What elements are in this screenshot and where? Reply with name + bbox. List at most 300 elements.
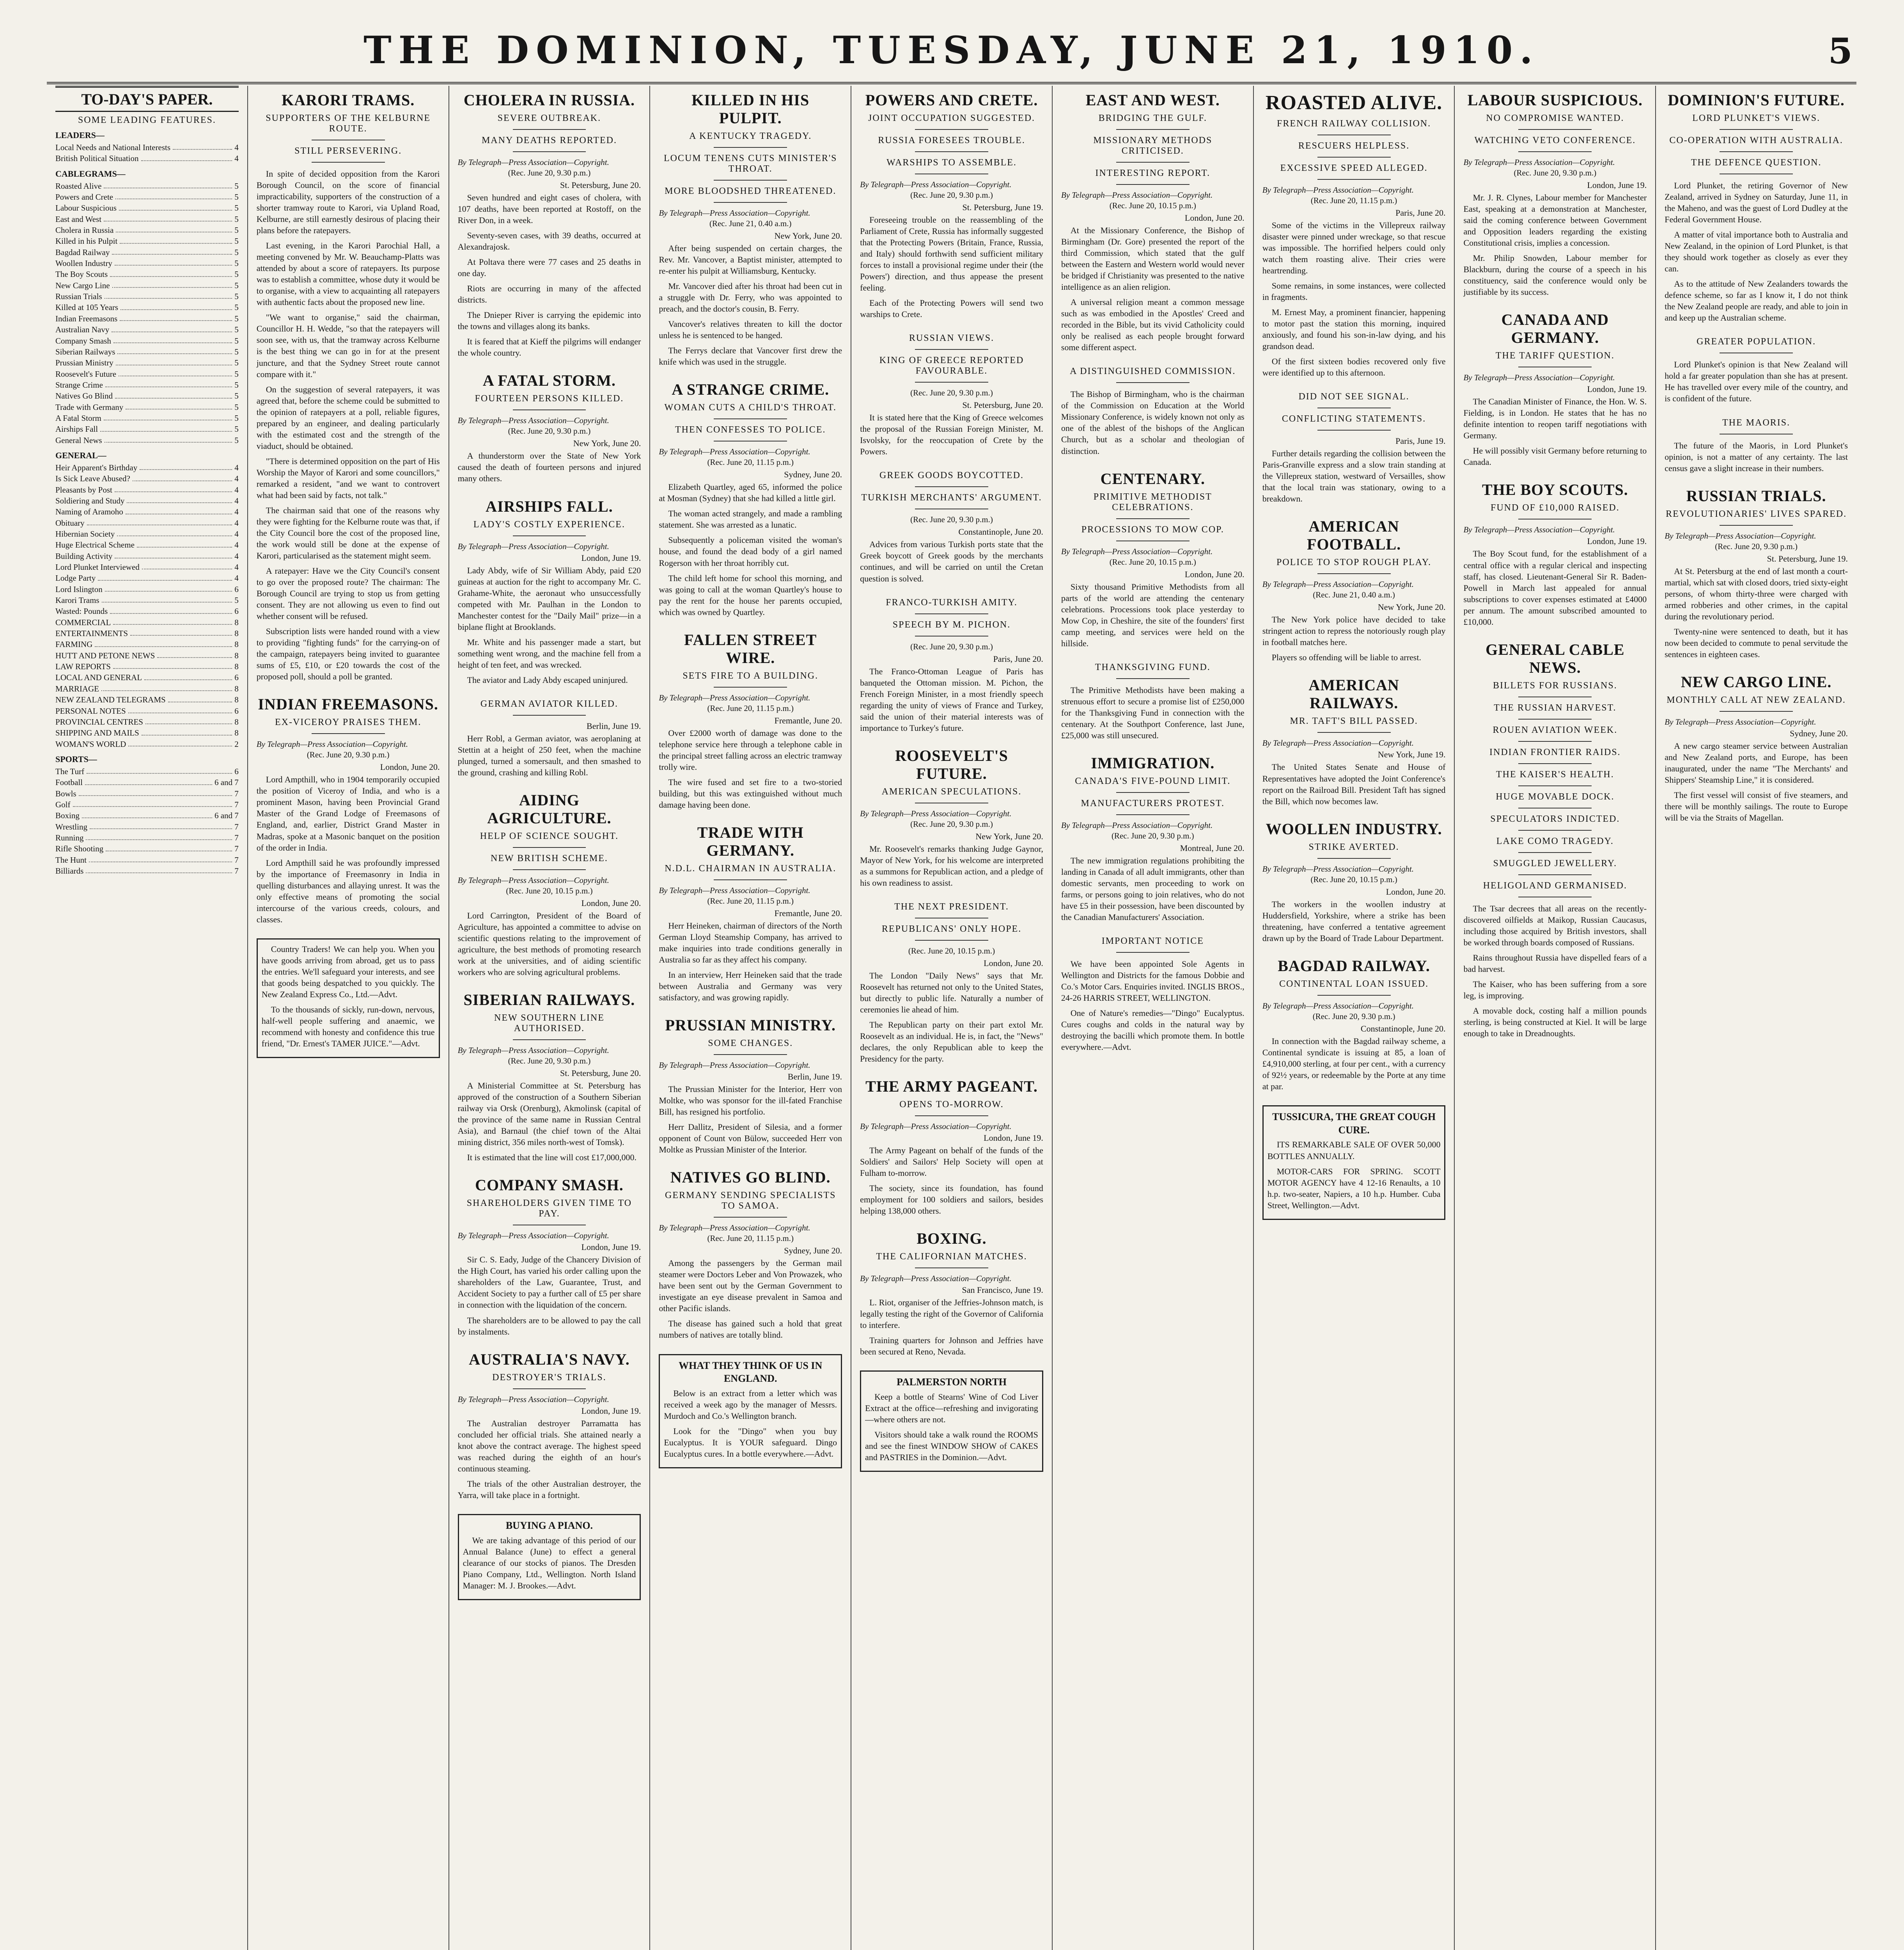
index-entry-name: Powers and Crete (55, 192, 113, 202)
article-paragraph: Further details regarding the collision between the Paris-Granville express and a slow train standing at the Villepreux station, westward of Versailles, show that the local train was stationary, owing to a breakdown. (1262, 448, 1446, 504)
index-entry-name: Bagdad Railway (55, 247, 110, 257)
heading-rule (1720, 525, 1793, 526)
article-paragraph: The trials of the other Australian destroyer, the Yarra, will take place in a fortnight. (457, 1478, 641, 1500)
heading-rule (714, 180, 787, 181)
index-entry-name: Billiards (55, 866, 84, 876)
article-paragraph: Herr Heineken, chairman of directors of the North German Lloyd Steamship Company, has arrived to make inquiries into trade conditions generally in Australia so far as they affect his company. (659, 920, 842, 964)
index-title: TO-DAY'S PAPER. (55, 86, 239, 112)
article-dateline: New York, June 19. (1377, 750, 1446, 760)
index-list (55, 617, 239, 750)
article-subheading: OPENS TO-MORROW. (899, 1099, 1004, 1110)
article-dateline: Sydney, June 20. (784, 470, 842, 480)
article-paragraph: Elizabeth Quartley, aged 65, informed the police at Mosman (Sydney) that she had killed a little girl. (659, 482, 842, 503)
article-paragraph: The chairman said that one of the reasons why they were fighting for the Kelburne route was that, if the City Council bore the cost of the proposed line, the work would still be done at the expense of Karori, particularised as the statement might seem. (256, 505, 440, 560)
index-entry-leader (115, 484, 232, 492)
heading-rule (1720, 151, 1793, 152)
article-subheading: GREEK GOODS BOYCOTTED. (879, 470, 1024, 481)
article (1262, 518, 1446, 663)
index-entry-page: 8 (234, 684, 239, 693)
article (1665, 673, 1848, 823)
article-dateline: St. Petersburg, June 19. (962, 202, 1043, 212)
article-subheading: A DISTINGUISHED COMMISSION. (1070, 366, 1236, 377)
article-subheading: SOME CHANGES. (708, 1038, 793, 1049)
index-entry-page: 5 (234, 325, 239, 335)
newspaper-columns (47, 86, 1856, 1950)
article-headline: RUSSIAN TRIALS. (1686, 487, 1826, 505)
article-headline: ROOSEVELT'S FUTURE. (895, 746, 1008, 782)
article-paragraph: Herr Robl, a German aviator, was aeroplaning at Stettin at a height of 250 feet, when the machine plunged, turned a somersault, and then smashed to the ground, crashing and killing Robl. (457, 733, 641, 777)
index-entry (55, 672, 239, 683)
index-entry-leader (105, 291, 232, 299)
article-received-time: (Rec. June 20, 10.15 p.m.) (1109, 201, 1196, 210)
article-dateline: London, June 19. (581, 1406, 641, 1416)
index-entry-name: Natives Go Blind (55, 391, 113, 401)
index-entry-leader (106, 843, 232, 851)
index-entry (55, 595, 239, 606)
heading-rule (1518, 741, 1592, 742)
article-received-time: (Rec. June 20, 10.15 p.m.) (1310, 874, 1397, 884)
index-entry-name: LAW REPORTS (55, 662, 111, 672)
article-received-time: (Rec. June 20, 9.30 p.m.) (1514, 168, 1597, 177)
index-entry-name: Labour Suspicious (55, 203, 117, 213)
index-entry (55, 473, 239, 484)
article-subheading: FRENCH RAILWAY COLLISION. (1277, 118, 1431, 129)
index-entry-leader (130, 628, 232, 636)
index-entry-leader (105, 584, 232, 592)
article-paragraph: The disease has gained such a hold that great numbers of natives are totally blind. (659, 1319, 842, 1340)
article-received-time: (Rec. June 20, 9.30 p.m.) (508, 426, 591, 436)
article-headline: LABOUR SUSPICIOUS. (1467, 91, 1643, 109)
article-subheading: LAKE COMO TRAGEDY. (1496, 836, 1614, 846)
article-dateline: London, June 20. (984, 958, 1043, 968)
heading-rule (513, 1388, 586, 1389)
article (860, 1078, 1043, 1216)
article-dateline: Paris, June 19. (1395, 436, 1446, 446)
article-headline: INDIAN FREEMASONS. (258, 695, 438, 713)
article-paragraph: Lord Plunket, the retiring Governor of New Zealand, arrived in Sydney on Saturday, June 11, in the Maheno, and was the guest of Lord Dudley at the Federal Government House. (1665, 181, 1848, 225)
article (458, 791, 641, 978)
index-entry (55, 313, 239, 324)
article-paragraph: Riots are occurring in many of the affected districts. (457, 284, 641, 305)
index-entry-page: 6 and 7 (214, 778, 239, 787)
column-1 (248, 86, 449, 1950)
index-entry-page: 8 (234, 640, 239, 649)
article-subheading: JOINT OCCUPATION SUGGESTED. (868, 113, 1035, 123)
index-entry-page: 7 (234, 855, 239, 865)
column-2 (449, 86, 651, 1950)
article-paragraph: Mr. Philip Snowden, Labour member for Blackburn, during the course of a speech in his constituency, said the conference would only be justifiable by its success. (1463, 253, 1647, 297)
article-paragraph: A matter of vital importance both to Australia and New Zealand, in the opinion of Lord Plunket, is that they should work together as closely as ever they can. (1665, 230, 1848, 274)
article-headline: GENERAL CABLE NEWS. (1486, 640, 1625, 676)
index-entry-name: PROVINCIAL CENTRES (55, 717, 143, 727)
index-entry-page: 4 (234, 463, 239, 472)
article-subheading: NEW SOUTHERN LINE AUTHORISED. (494, 1013, 605, 1034)
index-entry-leader (116, 225, 232, 232)
heading-rule (513, 869, 586, 870)
article-paragraph: The Canadian Minister of Finance, the Hon. W. S. Fielding, is in London. He states that he has no definite intention to reopen tariff negotiations with Germany. (1463, 397, 1647, 441)
article-paragraph: At St. Petersburg at the end of last month a court-martial, which sat with closed doors, tried sixty-eight persons, of whom thirty-three were charged with armed robberies and other crimes, in the capital during the revolutionary period. (1665, 566, 1848, 621)
index-entry-page: 4 (234, 143, 239, 152)
article (1463, 641, 1647, 1039)
article-subheading: A KENTUCKY TRAGEDY. (689, 131, 812, 141)
article-byline: By Telegraph—Press Association—Copyright. (659, 447, 810, 457)
article-paragraph: As to the attitude of New Zealanders towards the defence scheme, so far as I know it, I do not think the New Zealand people are ready, and able to join in and keep up the Australian scheme. (1665, 279, 1848, 323)
article-subheading: LORD PLUNKET'S VIEWS. (1692, 113, 1821, 123)
index-entry-leader (110, 269, 232, 277)
index-entry-page: 4 (234, 562, 239, 572)
heading-rule (1518, 129, 1592, 130)
index-entry-page: 5 (234, 336, 239, 346)
article-headline: NATIVES GO BLIND. (670, 1168, 831, 1186)
index-entry (55, 202, 239, 213)
article-dateline: Constantinople, June 20. (1360, 1023, 1446, 1034)
index-entry-page: 2 (234, 739, 239, 749)
article-headline: AIDING AGRICULTURE. (487, 791, 612, 827)
article-paragraph: Mr. J. R. Clynes, Labour member for Manchester East, speaking at a demonstration at Manchester, said the coming conference between Government and Opposition leaders regarding the existing Constitutional crisis, implies a concession. (1463, 193, 1647, 248)
article-paragraph: In spite of decided opposition from the Karori Borough Council, on the score of financial impracticability, supporters of the construction of a shorter tramway route to Karori, via Upland Road, Kelburne, are still earnestly desirous of placing their plans before the ratepayers. (256, 169, 440, 236)
index-entry-name: The Turf (55, 766, 85, 776)
article-subheading: ROUEN AVIATION WEEK. (1493, 725, 1618, 735)
index-entry-page: 5 (234, 214, 239, 224)
article-paragraph: The shareholders are to be allowed to pay the call by instalments. (457, 1315, 641, 1337)
article-paragraph: After being suspended on certain charges, the Rev. Mr. Vancover, a Baptist minister, attempted to re-enter his pulpit at Williamsburg, Kentucky. (659, 243, 842, 276)
index-entry-leader (89, 854, 232, 862)
article-dateline: New York, June 20. (975, 831, 1043, 841)
index-list (55, 766, 239, 876)
article-paragraph: It is estimated that the line will cost £17,000,000. (467, 1152, 636, 1163)
column-6 (1254, 86, 1455, 1950)
index-entry-leader (105, 435, 232, 443)
index-entry (55, 495, 239, 506)
article-headline: BAGDAD RAILWAY. (1278, 957, 1430, 975)
heading-rule (1317, 573, 1391, 574)
article-headline: WHAT THEY THINK OF US IN ENGLAND. (679, 1360, 823, 1384)
article-paragraph: The London "Daily News" says that Mr. Roosevelt has returned not only to the United States, but directly to public life. Naturally a number of ceremonies lie ahead of him. (860, 970, 1043, 1014)
heading-rule (1317, 179, 1391, 180)
index-entry (55, 865, 239, 876)
article-paragraph: Sir C. S. Eady, Judge of the Chancery Division of the High Court, has varied his order calling upon the shareholders of the Law, Guarantee, Trust, and Accident Society to pay a further call of £5 per share in connection with the liquidation of the concern. (457, 1255, 641, 1310)
article-headline: AMERICAN FOOTBALL. (1307, 518, 1401, 553)
article-paragraph: A Ministerial Committee at St. Petersburg has approved of the construction of a Southern Siberian railway via Orsk (Orenburg), Akmolinsk (capital of the province of the same name in Russian Central Asia), and Barnaul (the chief town of the Altai mining district, 356 miles north-west of Tomsk). (457, 1081, 641, 1147)
index-entry-leader (120, 236, 232, 243)
article-paragraph: Some remains, in some instances, were collected in fragments. (1262, 280, 1446, 302)
index-entry-name: MARRIAGE (55, 684, 99, 693)
index-entry-leader (140, 462, 232, 470)
index-entry-page: 4 (234, 507, 239, 517)
article-byline: By Telegraph—Press Association—Copyright. (457, 541, 609, 551)
index-entry-page: 5 (234, 596, 239, 605)
index-entry-page: 5 (234, 402, 239, 412)
advertisement (860, 1370, 1043, 1472)
index-entry-leader (100, 424, 232, 431)
article-received-time: (Rec. June 20, 11.15 p.m.) (707, 703, 794, 713)
article-paragraph: Seven hundred and eight cases of cholera, with 107 deaths, have been reported at Rostoff, on the River Don, in a week. (457, 193, 641, 225)
article-headline: AIRSHIPS FALL. (486, 497, 613, 515)
column-7 (1455, 86, 1656, 1950)
index-entry-page: 5 (234, 369, 239, 379)
index-entry-page: 4 (234, 540, 239, 550)
index-entry (55, 402, 239, 413)
index-entry-leader (90, 821, 232, 829)
index-entry-name: Russian Trials (55, 292, 102, 301)
heading-rule (1116, 382, 1190, 383)
article-subheading: THE NEXT PRESIDENT. (894, 901, 1009, 912)
article-subheading: THE CALIFORNIAN MATCHES. (876, 1252, 1027, 1262)
heading-rule (714, 1217, 787, 1218)
article-paragraph: Look for the "Dingo" when you buy Eucalyptus. It is YOUR safeguard. Dingo Eucalyptus cures. In a bottle everywhere.—Advt. (664, 1426, 837, 1459)
article-headline: DOMINION'S FUTURE. (1668, 91, 1845, 109)
article-subheading: RUSSIA FORESEES TROUBLE. (878, 135, 1025, 145)
article-paragraph: To the thousands of sickly, run-down, nervous, half-well people suffering and anaemic, we recommend with honesty and confidence this true friend, "Dr. Ernest's TAMER JUICE."—Advt. (261, 1004, 435, 1048)
article-byline: By Telegraph—Press Association—Copyright. (457, 875, 609, 885)
article-subheading: BRIDGING THE GULF. (1098, 113, 1207, 123)
article-paragraph: Lord Ampthill, who in 1904 temporarily occupied the position of Viceroy of India, and who is a prominent Mason, having been Provincial Grand Master of the Grand Lodge of Freemasons of England, and, earlier, District Grand Master in Madras, spoke at a Masonic banquet on the position of the order in India. (256, 775, 440, 853)
index-entry (55, 258, 239, 269)
index-entry-page: 8 (234, 651, 239, 660)
index-entry-leader (157, 650, 232, 658)
article-received-time: (Rec. June 20, 9.30 p.m.) (910, 190, 993, 200)
article-dateline: Fremantle, June 20. (774, 715, 842, 725)
heading-rule (1518, 874, 1592, 875)
index-entry (55, 247, 239, 258)
article-subheading: POLICE TO STOP ROUGH PLAY. (1276, 557, 1432, 568)
index-entry-name: Killed in his Pulpit (55, 236, 118, 246)
index-entry-leader (79, 788, 232, 796)
article-dateline: Sydney, June 20. (1790, 728, 1848, 738)
index-entry-page: 7 (234, 833, 239, 842)
index-entry (55, 639, 239, 650)
article-paragraph: At the Missionary Conference, the Bishop of Birmingham (Dr. Gore) presented the report of the third Commission, which stated that the gulf between the Eastern and Western world would never be bridged if Christianity was presented to the native intelligence as an alien religion. (1061, 225, 1245, 292)
index-entry-name: Hibernian Society (55, 529, 115, 539)
article-byline: By Telegraph—Press Association—Copyright. (457, 1046, 609, 1055)
article-received-time: (Rec. June 20, 10.15 p.m.) (506, 886, 593, 895)
heading-rule (513, 129, 586, 130)
article-headline: NEW CARGO LINE. (1681, 673, 1832, 691)
index-entry (55, 617, 239, 628)
article (1463, 481, 1647, 627)
article-paragraph: The first vessel will consist of five steamers, and there will be monthly sailings. The route to Europe will be via the Straits of Magellan. (1665, 790, 1848, 823)
index-entry-name: FARMING (55, 640, 93, 649)
article-received-time: (Rec. June 20, 9.30 p.m.) (910, 819, 993, 829)
article-byline: By Telegraph—Press Association—Copyright. (1061, 190, 1213, 200)
article-headline: FALLEN STREET WIRE. (684, 631, 817, 667)
article-subheading: LADY'S COSTLY EXPERIENCE. (473, 519, 625, 530)
index-entry-name: ENTERTAINMENTS (55, 629, 128, 638)
index-entry (55, 462, 239, 473)
article (1665, 418, 1848, 474)
heading-rule (714, 418, 787, 419)
article-paragraph: "There is determined opposition on the part of His Worship the Mayor of Karori and some councillors," remarked a resident, "and we want to controvert what had been said by facts, not talk." (256, 456, 440, 500)
article-subheading: MANUFACTURERS PROTEST. (1081, 798, 1225, 808)
index-entry (55, 142, 239, 153)
index-entry (55, 650, 239, 661)
article-subheading: NEW BRITISH SCHEME. (491, 853, 608, 863)
article (1061, 470, 1245, 649)
index-entry (55, 739, 239, 750)
article-dateline: Montreal, June 20. (1180, 843, 1245, 853)
article-paragraph: In an interview, Herr Heineken said that the trade between Australia and Germany was very satisfactory, and was growing rapidly. (659, 970, 842, 1003)
index-entry-name: Lodge Party (55, 573, 96, 583)
article-dateline: Berlin, June 19. (587, 721, 641, 731)
article-headline: BOXING. (917, 1230, 987, 1248)
index-entry (55, 369, 239, 379)
article (1061, 91, 1245, 353)
index-entry (55, 191, 239, 202)
index-entry (55, 518, 239, 528)
index-entry-name: Building Activity (55, 551, 113, 561)
article-headline: TUSSICURA, THE GREAT COUGH CURE. (1272, 1111, 1436, 1136)
article-paragraph: It is feared that at Kieff the pilgrims will endanger the whole country. (457, 337, 641, 358)
article-dateline: London, June 19. (1587, 384, 1647, 394)
article-paragraph: "We want to organise," said the chairman, Councillor H. H. Wedde, "so that the ratepayers will soon see, with us, that the tramway across Kelburne is the best thing we can go in for at the present juncture, and that the Sydney Street route cannot compare with it." (256, 312, 440, 379)
index-entry (55, 435, 239, 446)
article (1262, 820, 1446, 944)
article-dateline: Fremantle, June 20. (774, 908, 842, 918)
article-paragraph: Lord Carrington, President of the Board of Agriculture, has appointed a committee to advise on scientific questions relating to the improvement of agriculture, the best methods of promoting research work at the universities, and of aiding scientific workers who are solving agricultural problems. (457, 910, 641, 977)
heading-rule (1317, 732, 1391, 733)
heading-rule (915, 349, 988, 350)
index-entry-leader (121, 302, 232, 310)
heading-rule (714, 1054, 787, 1055)
heading-rule (915, 1115, 988, 1116)
index-entry-leader (87, 518, 232, 525)
article-subheading: N.D.L. CHAIRMAN IN AUSTRALIA. (665, 863, 837, 874)
index-entry-page: 8 (234, 662, 239, 672)
article (458, 498, 641, 686)
index-entry-leader (127, 495, 232, 503)
index-entry-page: 5 (234, 358, 239, 368)
index-entry-name: Heir Apparent's Birthday (55, 463, 138, 472)
article-received-time: (Rec. June 20, 11.15 p.m.) (707, 1234, 794, 1243)
index-entry-name: Cholera in Russia (55, 225, 114, 235)
article-paragraph: The United States Senate and House of Representatives have adopted the Joint Conference's report on the Railroad Bill. President Taft has signed the Bill, which now becomes law. (1262, 762, 1446, 806)
article-subheading: STILL PERSEVERING. (294, 146, 402, 156)
index-entry-page: 4 (234, 154, 239, 163)
article-subheading: HELIGOLAND GERMANISED. (1483, 880, 1627, 891)
heading-rule (1317, 157, 1391, 158)
index-entry-name: NEW ZEALAND TELEGRAMS (55, 695, 166, 705)
heading-rule (1116, 792, 1190, 793)
article-paragraph: The Franco-Ottoman League of Paris has banqueted the Ottoman mission. M. Pichon, the French Foreign Minister, in a most friendly speech regarding the unity of views of France and Turkey, said the union of their material interests was of importance to Turkey's future. (860, 666, 1043, 733)
index-list (55, 462, 239, 617)
article (860, 902, 1043, 1064)
article-paragraph: Herr Dallitz, President of Silesia, and a former opponent of Count von Bülow, succeeded Herr von Moltke as Prussian Minister of the Interior. (659, 1122, 842, 1155)
article (860, 333, 1043, 457)
index-entry-name: Soldiering and Study (55, 496, 125, 505)
index-entry-name: Lord Plunket Interviewed (55, 562, 140, 572)
index-entry-leader (112, 280, 232, 288)
article-received-time: (Rec. June 20, 9.30 p.m.) (307, 750, 390, 760)
index-entry-page: 8 (234, 717, 239, 727)
heading-rule (714, 687, 787, 688)
heading-rule (1317, 858, 1391, 859)
article-byline: By Telegraph—Press Association—Copyright. (1061, 820, 1213, 830)
article-received-time: (Rec. June 20, 11.15 p.m.) (707, 457, 794, 467)
index-subtitle: SOME LEADING FEATURES. (78, 115, 216, 125)
article-paragraph: The Primitive Methodists have been making a strenuous effort to secure a promise list of £250,000 for the Thanksgiving Fund in connection with the centenary. At the Southport Conference, last June, £25,000 was still unsecured. (1061, 685, 1245, 740)
index-entry-name: General News (55, 435, 102, 445)
heading-rule (1116, 678, 1190, 679)
heading-rule (1720, 711, 1793, 712)
index-entry-page: 7 (234, 866, 239, 876)
article (1061, 754, 1245, 923)
advertisement (659, 1354, 842, 1469)
article (1262, 91, 1446, 378)
article-headline: ROASTED ALIVE. (1265, 92, 1443, 114)
article-subheading: HUGE MOVABLE DOCK. (1496, 791, 1615, 802)
heading-rule (915, 129, 988, 130)
index-entry-name: Trade with Germany (55, 402, 124, 412)
index-entry-page: 5 (234, 413, 239, 423)
index-entry-leader (126, 402, 232, 410)
heading-rule (915, 613, 988, 614)
index-entry-leader (173, 142, 232, 150)
index-entry-name: Prussian Ministry (55, 358, 113, 368)
article-paragraph: Lady Abdy, wife of Sir William Abdy, paid £20 guineas at auction for the right to accompany Mr. C. Grahame-White, the aeronaut who unsuccessfully competed with Mr. Paulhan in the London to Manchester contest for the "Daily Mail" prize—in a biplane flight at Brooklands. (457, 565, 641, 632)
heading-rule (513, 535, 586, 536)
index-entry-page: 5 (234, 247, 239, 257)
article-received-time: (Rec. June 21, 0.40 a.m.) (1313, 590, 1395, 600)
article-byline: By Telegraph—Press Association—Copyright. (659, 1060, 810, 1070)
index-entry-page: 6 (234, 766, 239, 776)
index-entry-name: The Hunt (55, 855, 87, 865)
article-dateline: St. Petersburg, June 20. (560, 180, 641, 190)
heading-rule (312, 162, 385, 163)
article (1262, 676, 1446, 807)
index-entry (55, 694, 239, 705)
article-subheading: CONTINENTAL LOAN ISSUED. (1279, 979, 1429, 989)
article-paragraph: At Poltava there were 77 cases and 25 deaths in one day. (457, 257, 641, 278)
article-subheading: LOCUM TENENS CUTS MINISTER'S THROAT. (663, 153, 837, 174)
index-group-label: SPORTS— (55, 754, 97, 764)
heading-rule (915, 940, 988, 941)
heading-rule (1116, 184, 1190, 185)
index-entry-name: Australian Navy (55, 325, 110, 335)
article-dateline: Constantinople, June 20. (958, 527, 1043, 537)
article-headline: PALMERSTON NORTH (897, 1376, 1007, 1388)
article-byline: By Telegraph—Press Association—Copyright. (659, 1223, 810, 1233)
article (860, 597, 1043, 734)
index-entry (55, 843, 239, 854)
page-number: 5 (1828, 30, 1853, 72)
advertisement (1262, 1105, 1446, 1220)
index-list (55, 142, 239, 164)
article-paragraph: The Boy Scout fund, for the establishment of a central office with a regular clerical and inspecting staff, has closed. Lieutenant-General Sir R. Baden-Powell in March last appealed for annual subscriptions to cover expenses estimated at £4000 per annum. The amount subscribed amounted to £10,000. (1463, 549, 1647, 627)
heading-rule (915, 486, 988, 487)
index-entry-name: The Boy Scouts (55, 269, 108, 279)
article-paragraph: Lord Ampthill said he was profoundly impressed by the importance of Freemasonry in India in quelling disturbances and allaying unrest. It was the only effective means of promoting the social intercourse of the various creeds, colours, and classes. (256, 858, 440, 924)
article-byline: By Telegraph—Press Association—Copyright. (1665, 531, 1816, 541)
index-entry (55, 506, 239, 517)
article-paragraph: Each of the Protecting Powers will send two warships to Crete. (860, 298, 1043, 319)
article-paragraph: MOTOR-CARS FOR SPRING. SCOTT MOTOR AGENCY have 4 12-16 Renaults, a 10 h.p. two-seater, Napiers, a 10 h.p. Humber. Cuba Street, Wellington.—Advt. (1267, 1166, 1441, 1210)
article-paragraph: A thunderstorm over the State of New York caused the death of fourteen persons and injured many others. (457, 451, 641, 484)
index-entry-name: East and West (55, 214, 102, 224)
article-dateline: Sydney, June 20. (784, 1246, 842, 1256)
article-received-time: (Rec. June 20, 9.30 p.m.) (508, 168, 591, 177)
index-entry-page: 5 (234, 292, 239, 301)
index-entry-name: Woollen Industry (55, 259, 112, 268)
index-entry-page: 5 (234, 280, 239, 290)
article-subheading: THE RUSSIAN HARVEST. (1494, 702, 1617, 713)
article-subheading: RUSSIAN VIEWS. (909, 333, 995, 344)
article-paragraph: Subscription lists were handed round with a view to providing "fighting funds" for the carrying-on of the campaign, ratepayers being invited to guarantee sums of £5, £10, or £20 towards the cost of the proposed poll, should a poll be granted. (256, 626, 440, 682)
index-list (55, 181, 239, 446)
index-entry-leader (120, 313, 232, 321)
article-byline: By Telegraph—Press Association—Copyright. (659, 885, 810, 895)
article-paragraph: Some of the victims in the Villepreux railway disaster were pinned under wreckage, so that rescue was impossible. The horrified helpers could only watch them roasting alive. Their cries were heartrending. (1262, 220, 1446, 275)
index-entry-name: Killed at 105 Years (55, 303, 118, 312)
